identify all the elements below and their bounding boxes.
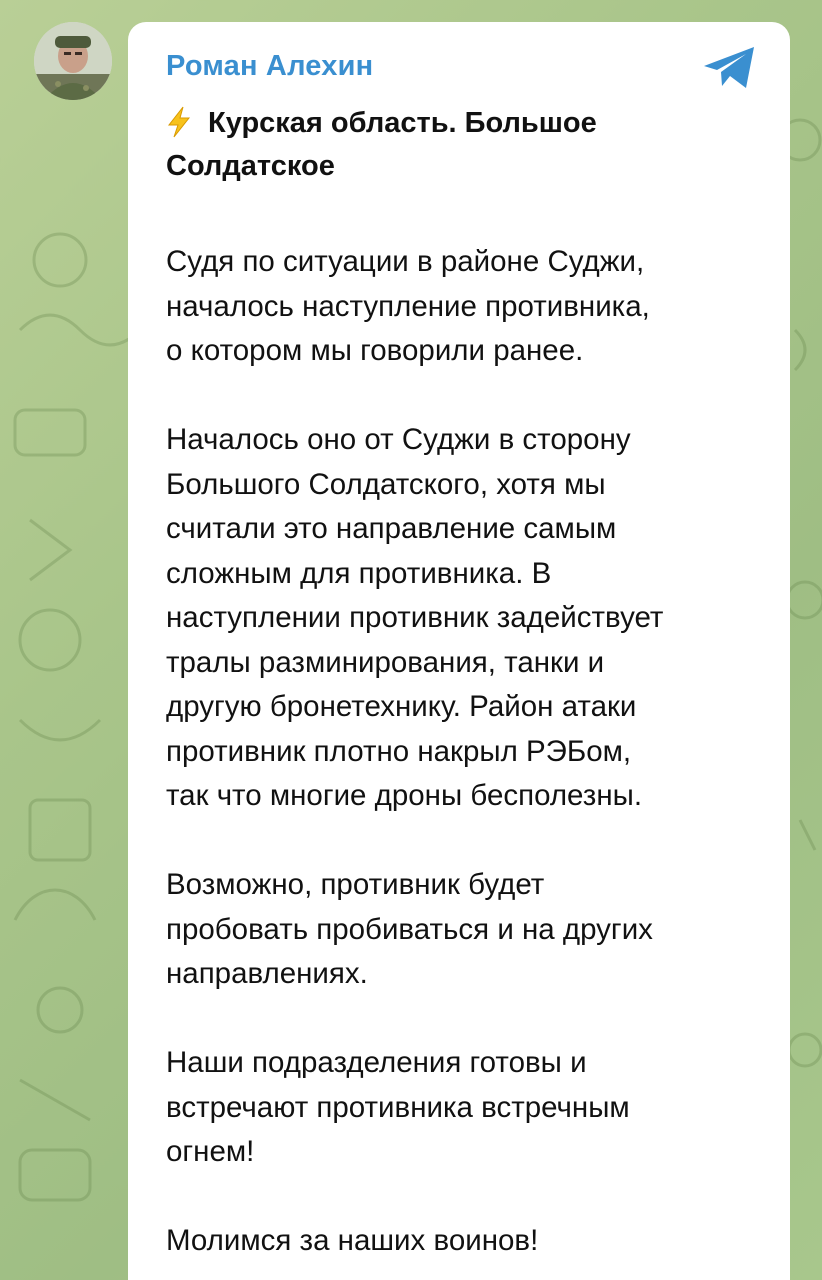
- post-headline: [166, 102, 766, 188]
- paragraph: Судя по ситуации в районе Суджи, началось наступление противника, о котором мы говорили ранее.: [166, 245, 650, 367]
- message-bubble: [128, 22, 790, 1280]
- telegram-icon[interactable]: [702, 44, 758, 92]
- lightning-bolt-icon: [166, 106, 192, 138]
- headline-text: Курская область. Большое Солдатское: [166, 107, 597, 182]
- paragraph: Началось оно от Суджи в сторону Большого Солдатского, хотя мы считали это направление самым сложным для противника. В наступлении противник задействует тралы разминирования, танки и другую бронетехнику. Район атаки противник плотно накрыл РЭБом, так что многие дроны бесполезны.: [166, 423, 664, 812]
- post-body: [166, 240, 776, 1280]
- avatar[interactable]: [34, 22, 112, 100]
- profile-photo: [34, 22, 112, 100]
- sender-name[interactable]: Роман Алехин: [166, 50, 374, 82]
- paragraph: Наши подразделения готовы и встречают противника встречным огнем!: [166, 1046, 630, 1168]
- paragraph: Молимся за наших воинов!: [166, 1224, 539, 1257]
- paragraph: Возможно, противник будет пробовать пробиваться и на других направлениях.: [166, 868, 653, 990]
